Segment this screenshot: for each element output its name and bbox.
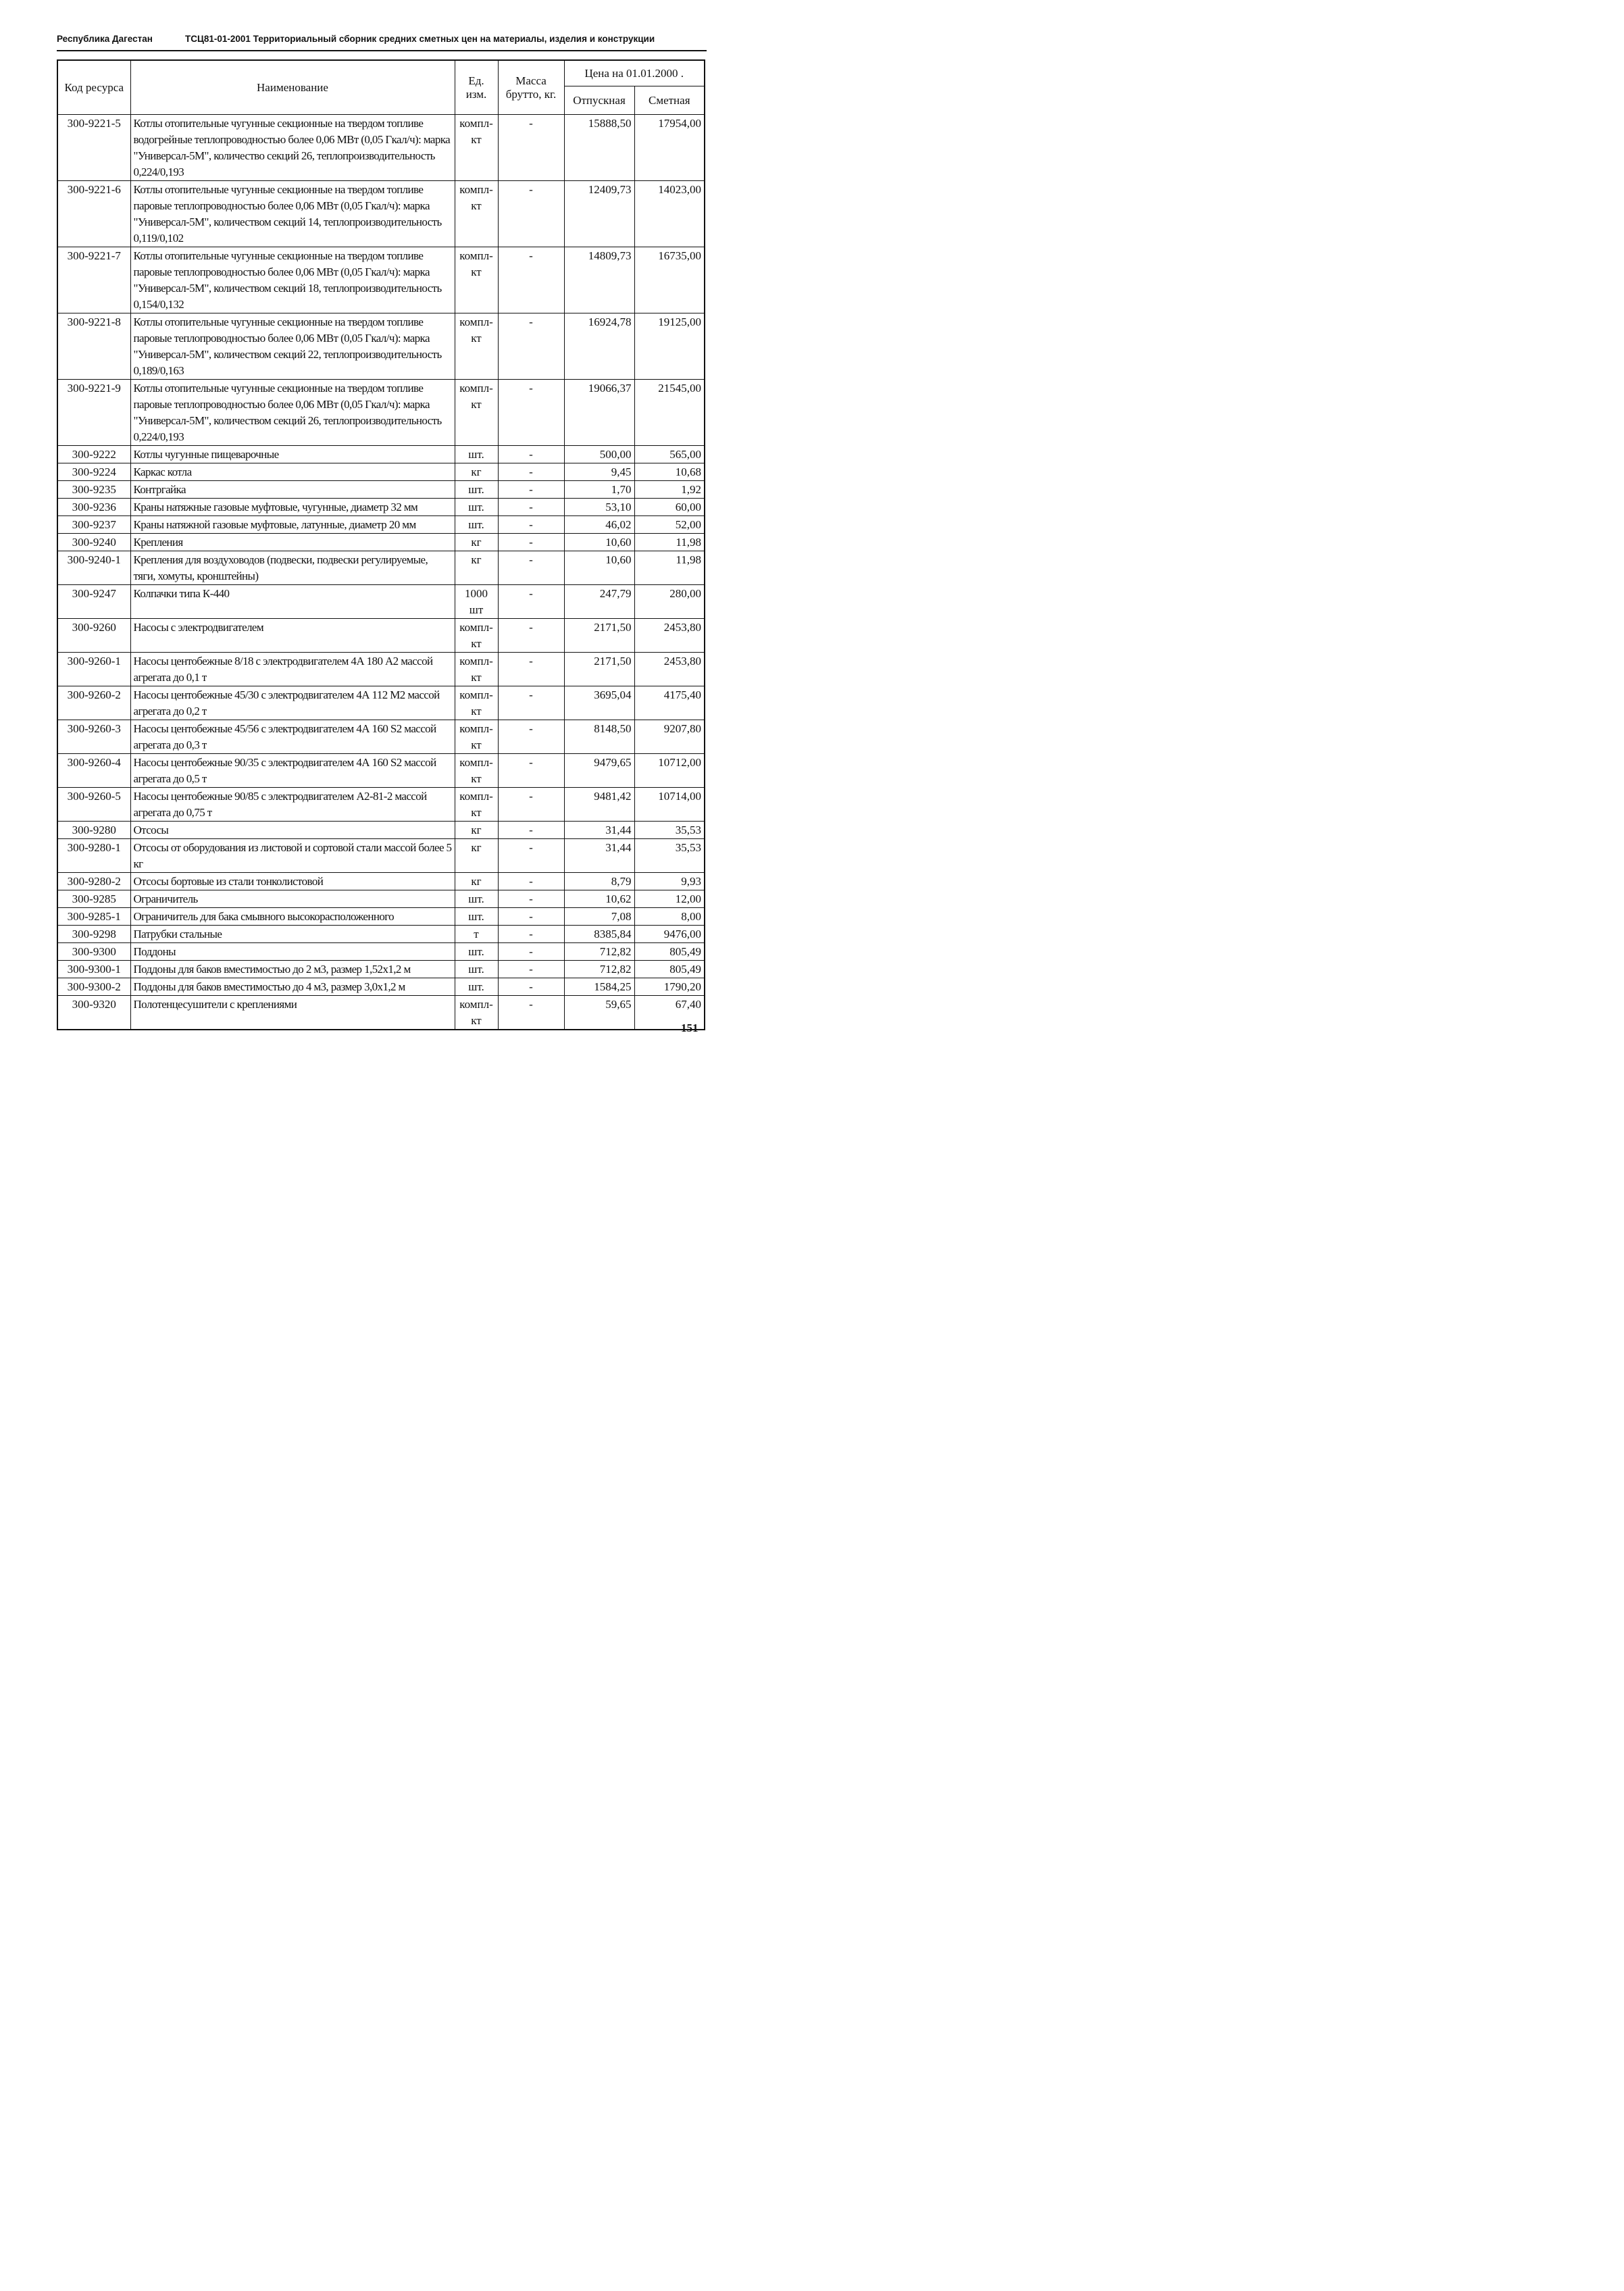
cell-price-release: 9479,65 xyxy=(564,754,634,788)
cell-price-release: 10,60 xyxy=(564,551,634,585)
cell-unit: шт. xyxy=(455,516,498,534)
cell-mass: - xyxy=(498,653,564,686)
cell-price-estimate: 2453,80 xyxy=(634,653,705,686)
cell-price-estimate: 9476,00 xyxy=(634,926,705,943)
cell-price-release: 19066,37 xyxy=(564,380,634,446)
cell-unit: кг xyxy=(455,463,498,481)
cell-mass: - xyxy=(498,788,564,822)
cell-mass: - xyxy=(498,463,564,481)
cell-name: Каркас котла xyxy=(130,463,455,481)
table-row xyxy=(57,996,705,1030)
cell-mass: - xyxy=(498,996,564,1030)
cell-price-release: 2171,50 xyxy=(564,653,634,686)
cell-mass: - xyxy=(498,686,564,720)
cell-unit: кг xyxy=(455,873,498,890)
column-header-mass: Масса брутто, кг. xyxy=(498,60,564,115)
cell-code: 300-9260-4 xyxy=(57,754,130,788)
table-row xyxy=(57,181,705,247)
cell-code: 300-9240-1 xyxy=(57,551,130,585)
cell-price-estimate: 11,98 xyxy=(634,551,705,585)
cell-code: 300-9260-3 xyxy=(57,720,130,754)
cell-code: 300-9285-1 xyxy=(57,908,130,926)
cell-price-estimate: 10714,00 xyxy=(634,788,705,822)
cell-price-release: 1584,25 xyxy=(564,978,634,996)
header-region: Республика Дагестан xyxy=(57,34,153,44)
cell-name: Насосы центобежные 45/30 с электродвигателем 4А 112 М2 массой агрегата до 0,2 т xyxy=(130,686,455,720)
cell-code: 300-9236 xyxy=(57,499,130,516)
cell-unit: кг xyxy=(455,839,498,873)
cell-price-estimate: 1,92 xyxy=(634,481,705,499)
cell-code: 300-9285 xyxy=(57,890,130,908)
cell-price-release: 7,08 xyxy=(564,908,634,926)
cell-unit: компл-кт xyxy=(455,653,498,686)
cell-mass: - xyxy=(498,551,564,585)
cell-price-estimate: 565,00 xyxy=(634,446,705,463)
cell-mass: - xyxy=(498,961,564,978)
table-row xyxy=(57,481,705,499)
cell-name: Котлы отопительные чугунные секционные на твердом топливе паровые теплопроводностью более 0,06 МВт (0,05 Гкал/ч): марка "Универсал-5М", количеством секций 22, теплопроизводительность 0,189/0,163 xyxy=(130,313,455,380)
cell-name: Котлы отопительные чугунные секционные на твердом топливе паровые теплопроводностью более 0,06 МВт (0,05 Гкал/ч): марка "Универсал-5М", количеством секций 14, теплопроизводительность 0,119/0,102 xyxy=(130,181,455,247)
column-header-code: Код ресурса xyxy=(57,60,130,115)
column-header-price-group: Цена на 01.01.2000 . xyxy=(564,60,705,86)
cell-code: 300-9247 xyxy=(57,585,130,619)
cell-price-release: 12409,73 xyxy=(564,181,634,247)
table-row xyxy=(57,585,705,619)
page-header xyxy=(57,31,705,49)
table-row xyxy=(57,516,705,534)
cell-price-release: 31,44 xyxy=(564,822,634,839)
cell-name: Насосы с электродвигателем xyxy=(130,619,455,653)
cell-price-release: 2171,50 xyxy=(564,619,634,653)
cell-price-estimate: 19125,00 xyxy=(634,313,705,380)
table-row xyxy=(57,754,705,788)
table-row xyxy=(57,653,705,686)
cell-unit: шт. xyxy=(455,481,498,499)
cell-unit: кг xyxy=(455,822,498,839)
cell-name: Отсосы бортовые из стали тонколистовой xyxy=(130,873,455,890)
cell-price-estimate: 10712,00 xyxy=(634,754,705,788)
cell-price-estimate: 35,53 xyxy=(634,839,705,873)
cell-name: Патрубки стальные xyxy=(130,926,455,943)
table-row xyxy=(57,247,705,313)
cell-price-release: 1,70 xyxy=(564,481,634,499)
cell-name: Полотенцесушители с креплениями xyxy=(130,996,455,1030)
cell-price-release: 8385,84 xyxy=(564,926,634,943)
cell-unit: шт. xyxy=(455,943,498,961)
cell-price-estimate: 1790,20 xyxy=(634,978,705,996)
cell-price-release: 15888,50 xyxy=(564,115,634,181)
table-row xyxy=(57,380,705,446)
table-row xyxy=(57,534,705,551)
cell-price-release: 31,44 xyxy=(564,839,634,873)
cell-price-estimate: 67,40 xyxy=(634,996,705,1030)
cell-unit: шт. xyxy=(455,961,498,978)
cell-unit: кг xyxy=(455,551,498,585)
cell-mass: - xyxy=(498,943,564,961)
cell-code: 300-9221-5 xyxy=(57,115,130,181)
cell-name: Котлы отопительные чугунные секционные на твердом топливе паровые теплопроводностью более 0,06 МВт (0,05 Гкал/ч): марка "Универсал-5М", количеством секций 26, теплопроизводительность 0,224/0,193 xyxy=(130,380,455,446)
table-row xyxy=(57,908,705,926)
cell-unit: компл-кт xyxy=(455,115,498,181)
cell-mass: - xyxy=(498,585,564,619)
cell-unit: компл-кт xyxy=(455,247,498,313)
cell-unit: компл-кт xyxy=(455,720,498,754)
cell-price-release: 712,82 xyxy=(564,961,634,978)
cell-price-estimate: 17954,00 xyxy=(634,115,705,181)
cell-unit: компл-кт xyxy=(455,996,498,1030)
cell-name: Котлы отопительные чугунные секционные на твердом топливе паровые теплопроводностью более 0,06 МВт (0,05 Гкал/ч): марка "Универсал-5М", количеством секций 18, теплопроизводительность 0,154/0,132 xyxy=(130,247,455,313)
cell-code: 300-9235 xyxy=(57,481,130,499)
cell-unit: компл-кт xyxy=(455,181,498,247)
cell-name: Насосы центобежные 90/85 с электродвигателем А2-81-2 массой агрегата до 0,75 т xyxy=(130,788,455,822)
column-header-name: Наименование xyxy=(130,60,455,115)
cell-price-estimate: 14023,00 xyxy=(634,181,705,247)
cell-unit: шт. xyxy=(455,446,498,463)
cell-price-estimate: 35,53 xyxy=(634,822,705,839)
cell-code: 300-9280-1 xyxy=(57,839,130,873)
table-row xyxy=(57,822,705,839)
cell-mass: - xyxy=(498,115,564,181)
cell-unit: кг xyxy=(455,534,498,551)
table-row xyxy=(57,890,705,908)
table-row xyxy=(57,551,705,585)
cell-name: Крепления xyxy=(130,534,455,551)
cell-name: Поддоны xyxy=(130,943,455,961)
cell-price-release: 8148,50 xyxy=(564,720,634,754)
cell-unit: т xyxy=(455,926,498,943)
cell-code: 300-9221-8 xyxy=(57,313,130,380)
cell-name: Краны натяжной газовые муфтовые, латунные, диаметр 20 мм xyxy=(130,516,455,534)
table-row xyxy=(57,619,705,653)
cell-name: Котлы отопительные чугунные секционные на твердом топливе водогрейные теплопроводностью более 0,06 МВт (0,05 Гкал/ч): марка "Универсал-5М", количество секций 26, теплопроизводительность 0,224/0,193 xyxy=(130,115,455,181)
cell-code: 300-9224 xyxy=(57,463,130,481)
cell-name: Поддоны для баков вместимостью до 2 м3, размер 1,52х1,2 м xyxy=(130,961,455,978)
cell-price-estimate: 11,98 xyxy=(634,534,705,551)
cell-unit: шт. xyxy=(455,890,498,908)
header-rule xyxy=(57,50,707,51)
column-header-unit: Ед. изм. xyxy=(455,60,498,115)
table-row xyxy=(57,839,705,873)
cell-name: Котлы чугунные пищеварочные xyxy=(130,446,455,463)
cell-price-release: 16924,78 xyxy=(564,313,634,380)
table-header-row xyxy=(57,60,705,86)
table-row xyxy=(57,446,705,463)
cell-code: 300-9280-2 xyxy=(57,873,130,890)
table-row xyxy=(57,463,705,481)
cell-price-release: 59,65 xyxy=(564,996,634,1030)
cell-mass: - xyxy=(498,873,564,890)
cell-price-release: 10,60 xyxy=(564,534,634,551)
cell-code: 300-9300 xyxy=(57,943,130,961)
cell-price-estimate: 52,00 xyxy=(634,516,705,534)
cell-mass: - xyxy=(498,754,564,788)
cell-name: Краны натяжные газовые муфтовые, чугунные, диаметр 32 мм xyxy=(130,499,455,516)
table-row xyxy=(57,686,705,720)
cell-mass: - xyxy=(498,720,564,754)
cell-code: 300-9222 xyxy=(57,446,130,463)
cell-price-release: 53,10 xyxy=(564,499,634,516)
cell-name: Ограничитель для бака смывного высокорасположенного xyxy=(130,908,455,926)
cell-mass: - xyxy=(498,499,564,516)
cell-code: 300-9300-2 xyxy=(57,978,130,996)
page-number: 151 xyxy=(681,1022,699,1034)
cell-price-estimate: 280,00 xyxy=(634,585,705,619)
cell-mass: - xyxy=(498,380,564,446)
table-row xyxy=(57,943,705,961)
cell-code: 300-9237 xyxy=(57,516,130,534)
cell-code: 300-9260-2 xyxy=(57,686,130,720)
cell-price-release: 9,45 xyxy=(564,463,634,481)
cell-name: Насосы центобежные 90/35 с электродвигателем 4А 160 S2 массой агрегата до 0,5 т xyxy=(130,754,455,788)
cell-name: Насосы центобежные 8/18 с электродвигателем 4А 180 А2 массой агрегата до 0,1 т xyxy=(130,653,455,686)
cell-price-release: 500,00 xyxy=(564,446,634,463)
table-row xyxy=(57,788,705,822)
cell-mass: - xyxy=(498,247,564,313)
cell-unit: компл-кт xyxy=(455,380,498,446)
cell-price-estimate: 2453,80 xyxy=(634,619,705,653)
cell-name: Крепления для воздуховодов (подвески, подвески регулируемые, тяги, хомуты, кронштейны) xyxy=(130,551,455,585)
cell-price-release: 3695,04 xyxy=(564,686,634,720)
cell-price-estimate: 10,68 xyxy=(634,463,705,481)
cell-mass: - xyxy=(498,978,564,996)
cell-price-estimate: 60,00 xyxy=(634,499,705,516)
cell-price-release: 46,02 xyxy=(564,516,634,534)
cell-code: 300-9320 xyxy=(57,996,130,1030)
cell-name: Поддоны для баков вместимостью до 4 м3, размер 3,0х1,2 м xyxy=(130,978,455,996)
table-row xyxy=(57,978,705,996)
cell-code: 300-9298 xyxy=(57,926,130,943)
cell-mass: - xyxy=(498,908,564,926)
cell-price-release: 8,79 xyxy=(564,873,634,890)
cell-price-estimate: 16735,00 xyxy=(634,247,705,313)
cell-unit: шт. xyxy=(455,499,498,516)
cell-price-estimate: 9207,80 xyxy=(634,720,705,754)
cell-code: 300-9221-6 xyxy=(57,181,130,247)
cell-mass: - xyxy=(498,890,564,908)
cell-price-estimate: 4175,40 xyxy=(634,686,705,720)
cell-mass: - xyxy=(498,822,564,839)
cell-unit: шт. xyxy=(455,978,498,996)
table-row xyxy=(57,961,705,978)
cell-mass: - xyxy=(498,313,564,380)
price-table xyxy=(57,59,705,1030)
column-header-price-estimate: Сметная xyxy=(634,86,705,115)
cell-code: 300-9221-9 xyxy=(57,380,130,446)
cell-mass: - xyxy=(498,481,564,499)
cell-code: 300-9260-1 xyxy=(57,653,130,686)
table-row xyxy=(57,873,705,890)
cell-mass: - xyxy=(498,534,564,551)
cell-price-release: 14809,73 xyxy=(564,247,634,313)
cell-price-estimate: 805,49 xyxy=(634,943,705,961)
cell-mass: - xyxy=(498,516,564,534)
header-title: ТСЦ81-01-2001 Территориальный сборник средних сметных цен на материалы, изделия и конструкции xyxy=(185,34,655,44)
cell-mass: - xyxy=(498,926,564,943)
cell-price-estimate: 805,49 xyxy=(634,961,705,978)
table-body xyxy=(57,115,705,1030)
cell-unit: компл-кт xyxy=(455,788,498,822)
table-row xyxy=(57,499,705,516)
cell-unit: компл-кт xyxy=(455,313,498,380)
cell-mass: - xyxy=(498,181,564,247)
cell-unit: компл-кт xyxy=(455,619,498,653)
cell-code: 300-9300-1 xyxy=(57,961,130,978)
cell-price-estimate: 8,00 xyxy=(634,908,705,926)
table-row xyxy=(57,926,705,943)
cell-price-estimate: 21545,00 xyxy=(634,380,705,446)
cell-price-estimate: 9,93 xyxy=(634,873,705,890)
column-header-price-release: Отпускная xyxy=(564,86,634,115)
cell-price-release: 9481,42 xyxy=(564,788,634,822)
cell-name: Контргайка xyxy=(130,481,455,499)
cell-unit: шт. xyxy=(455,908,498,926)
cell-mass: - xyxy=(498,446,564,463)
cell-mass: - xyxy=(498,839,564,873)
cell-unit: компл-кт xyxy=(455,686,498,720)
cell-name: Колпачки типа К-440 xyxy=(130,585,455,619)
cell-price-release: 247,79 xyxy=(564,585,634,619)
cell-unit: 1000 шт xyxy=(455,585,498,619)
cell-name: Ограничитель xyxy=(130,890,455,908)
cell-unit: компл-кт xyxy=(455,754,498,788)
cell-price-release: 10,62 xyxy=(564,890,634,908)
cell-name: Насосы центобежные 45/56 с электродвигателем 4А 160 S2 массой агрегата до 0,3 т xyxy=(130,720,455,754)
cell-name: Отсосы xyxy=(130,822,455,839)
cell-price-estimate: 12,00 xyxy=(634,890,705,908)
cell-name: Отсосы от оборудования из листовой и сортовой стали массой более 5 кг xyxy=(130,839,455,873)
cell-mass: - xyxy=(498,619,564,653)
table-row xyxy=(57,115,705,181)
cell-code: 300-9280 xyxy=(57,822,130,839)
cell-code: 300-9260-5 xyxy=(57,788,130,822)
cell-code: 300-9221-7 xyxy=(57,247,130,313)
table-row xyxy=(57,720,705,754)
cell-code: 300-9260 xyxy=(57,619,130,653)
cell-price-release: 712,82 xyxy=(564,943,634,961)
cell-code: 300-9240 xyxy=(57,534,130,551)
table-row xyxy=(57,313,705,380)
